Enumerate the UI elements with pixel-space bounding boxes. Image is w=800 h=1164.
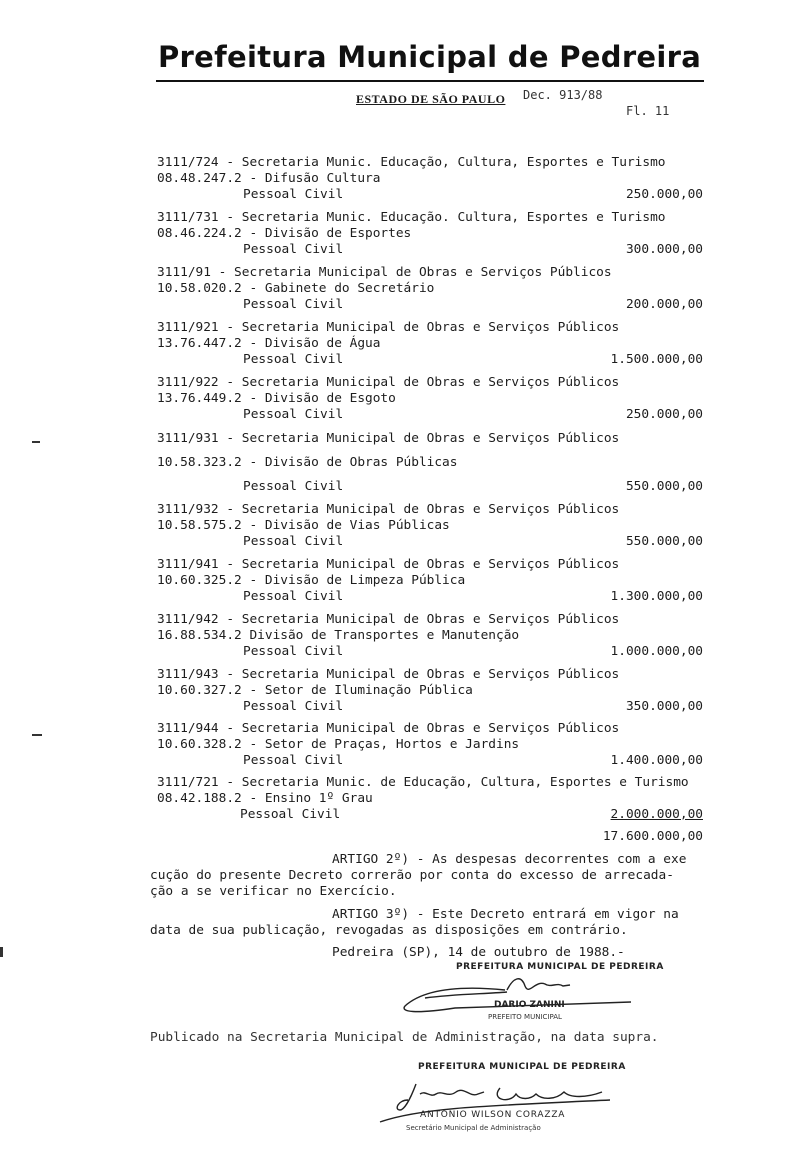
publication-note: Publicado na Secretaria Municipal de Administração, na data supra. — [150, 1030, 659, 1045]
signature2-stamp: PREFEITURA MUNICIPAL DE PEDREIRA — [418, 1062, 626, 1072]
scan-speck — [0, 947, 3, 957]
entry-line-3: Pessoal Civil — [243, 297, 344, 312]
entry-line-3: Pessoal Civil — [243, 534, 344, 549]
entry-amount: 2.000.000,00 — [610, 807, 703, 822]
signature1-role: PREFEITO MUNICIPAL — [488, 1013, 562, 1021]
entry-line-2: 10.60.327.2 - Setor de Iluminação Pública — [157, 683, 473, 698]
entry-amount: 250.000,00 — [625, 187, 703, 202]
entry-amount: 550.000,00 — [625, 534, 703, 549]
artigo2-line-1: ARTIGO 2º) - As despesas decorrentes com a exe — [332, 852, 687, 867]
entry-line-2: 08.42.188.2 - Ensino 1º Grau — [157, 791, 373, 806]
entry-line-2: 08.48.247.2 - Difusão Cultura — [157, 171, 381, 186]
entry-line-1: 3111/931 - Secretaria Municipal de Obras e Serviços Públicos — [157, 431, 620, 446]
entry-line-2: 10.58.575.2 - Divisão de Vias Públicas — [157, 518, 450, 533]
decree-reference: Dec. 913/88 — [523, 88, 603, 102]
entry-amount: 350.000,00 — [625, 699, 703, 714]
entry-line-3: Pessoal Civil — [243, 644, 344, 659]
entry-line-3: Pessoal Civil — [243, 407, 344, 422]
place-date: Pedreira (SP), 14 de outubro de 1988.- — [332, 945, 625, 960]
entry-line-1: 3111/724 - Secretaria Munic. Educação, Cultura, Esportes e Turismo — [157, 155, 666, 170]
entry-line-1: 3111/942 - Secretaria Municipal de Obras e Serviços Públicos — [157, 612, 620, 627]
entry-line-3: Pessoal Civil — [243, 589, 344, 604]
artigo3-line-2: data de sua publicação, revogadas as disposições em contrário. — [150, 923, 628, 938]
entry-line-3: Pessoal Civil — [240, 807, 341, 822]
signature2-handwriting — [360, 1070, 620, 1130]
entry-line-2: 10.60.325.2 - Divisão de Limpeza Pública — [157, 573, 466, 588]
artigo2-line-2: cução do presente Decreto correrão por conta do excesso de arrecada- — [150, 868, 674, 883]
scan-speck — [32, 734, 42, 736]
entry-line-1: 3111/944 - Secretaria Municipal de Obras e Serviços Públicos — [157, 721, 620, 736]
entry-amount: 300.000,00 — [625, 242, 703, 257]
entry-line-1: 3111/731 - Secretaria Munic. Educação. Cultura, Esportes e Turismo — [157, 210, 666, 225]
entry-line-1: 3111/941 - Secretaria Municipal de Obras e Serviços Públicos — [157, 557, 620, 572]
entry-line-2: 16.88.534.2 Divisão de Transportes e Manutenção — [157, 628, 520, 643]
title-divider — [156, 80, 704, 82]
entry-line-2: 10.60.328.2 - Setor de Praças, Hortos e Jardins — [157, 737, 520, 752]
entry-amount: 200.000,00 — [625, 297, 703, 312]
page-title: Prefeitura Municipal de Pedreira — [158, 40, 702, 74]
entry-amount: 1.500.000,00 — [610, 352, 703, 367]
entry-line-2: 13.76.447.2 - Divisão de Água — [157, 336, 381, 351]
entry-line-1: 3111/721 - Secretaria Munic. de Educação, Cultura, Esportes e Turismo — [157, 775, 689, 790]
signature2-name: ANTONIO WILSON CORAZZA — [420, 1110, 566, 1120]
entry-line-1: 3111/943 - Secretaria Municipal de Obras e Serviços Públicos — [157, 667, 620, 682]
entry-line-2: 13.76.449.2 - Divisão de Esgoto — [157, 391, 396, 406]
page-number: Fl. 11 — [626, 104, 670, 118]
signature1-stamp: PREFEITURA MUNICIPAL DE PEDREIRA — [456, 962, 664, 972]
entry-amount: 1.000.000,00 — [610, 644, 703, 659]
entry-line-1: 3111/91 - Secretaria Municipal de Obras e Serviços Públicos — [157, 265, 612, 280]
entry-line-1: 3111/921 - Secretaria Municipal de Obras e Serviços Públicos — [157, 320, 620, 335]
entry-amount: 250.000,00 — [625, 407, 703, 422]
signature2-role: Secretário Municipal de Administração — [406, 1124, 541, 1132]
entry-line-3: Pessoal Civil — [243, 352, 344, 367]
entry-line-1: 3111/932 - Secretaria Municipal de Obras e Serviços Públicos — [157, 502, 620, 517]
entry-amount: 1.300.000,00 — [610, 589, 703, 604]
signature1-name: DARIO ZANINI — [494, 1000, 565, 1010]
entry-line-1: 3111/922 - Secretaria Municipal de Obras e Serviços Públicos — [157, 375, 620, 390]
scan-speck — [32, 441, 40, 443]
artigo3-line-1: ARTIGO 3º) - Este Decreto entrará em vigor na — [332, 907, 679, 922]
entry-amount: 550.000,00 — [625, 479, 703, 494]
entry-line-3: Pessoal Civil — [243, 753, 344, 768]
total-amount: 17.600.000,00 — [602, 829, 703, 844]
signature1-handwriting — [395, 968, 635, 1018]
entry-amount: 1.400.000,00 — [610, 753, 703, 768]
artigo2-line-3: ção a se verificar no Exercício. — [150, 884, 397, 899]
entry-line-3: Pessoal Civil — [243, 242, 344, 257]
entry-line-2: 08.46.224.2 - Divisão de Esportes — [157, 226, 412, 241]
state-label: ESTADO DE SÃO PAULO — [356, 92, 506, 106]
entry-line-2: 10.58.323.2 - Divisão de Obras Públicas — [157, 455, 458, 470]
entry-line-3: Pessoal Civil — [243, 699, 344, 714]
entry-line-3: Pessoal Civil — [243, 187, 344, 202]
entry-line-2: 10.58.020.2 - Gabinete do Secretário — [157, 281, 435, 296]
entry-line-3: Pessoal Civil — [243, 479, 344, 494]
